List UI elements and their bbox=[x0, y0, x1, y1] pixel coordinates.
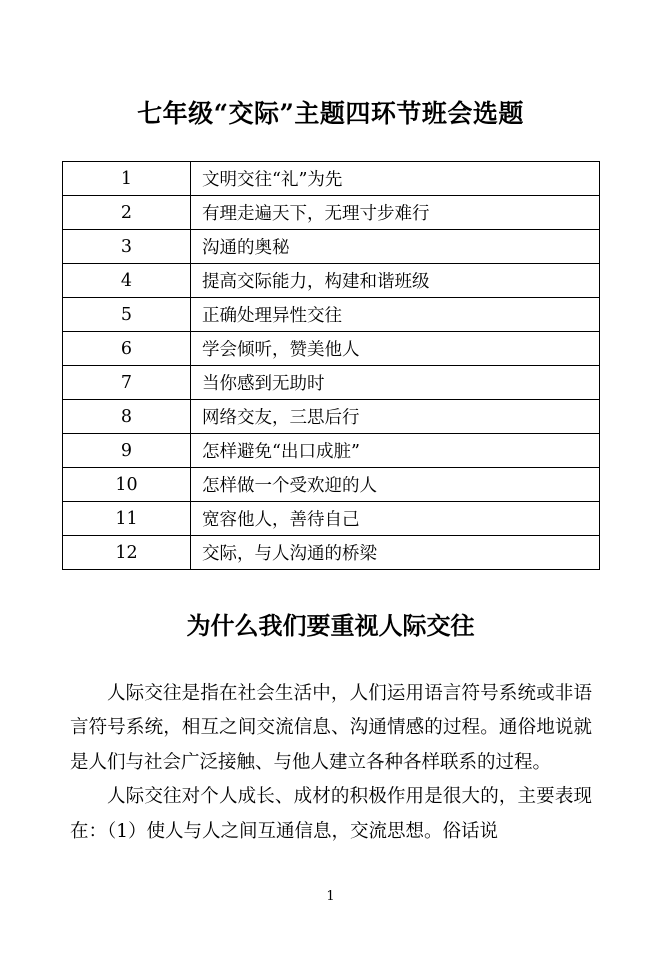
topic-text: 文明交往“礼”为先 bbox=[191, 162, 600, 196]
topic-text: 正确处理异性交往 bbox=[191, 298, 600, 332]
topic-text: 学会倾听，赞美他人 bbox=[191, 332, 600, 366]
topic-number: 7 bbox=[63, 366, 191, 400]
table-row bbox=[63, 162, 600, 196]
table-row bbox=[63, 332, 600, 366]
table-row bbox=[63, 434, 600, 468]
topic-number: 12 bbox=[63, 536, 191, 570]
topic-number: 1 bbox=[63, 162, 191, 196]
topic-text: 沟通的奥秘 bbox=[191, 230, 600, 264]
topic-number: 5 bbox=[63, 298, 191, 332]
page-number: 1 bbox=[326, 889, 335, 904]
topic-text: 当你感到无助时 bbox=[191, 366, 600, 400]
topic-text: 怎样做一个受欢迎的人 bbox=[191, 468, 600, 502]
topic-text: 怎样避免“出口成脏” bbox=[191, 434, 600, 468]
table-row bbox=[63, 366, 600, 400]
topic-number: 3 bbox=[63, 230, 191, 264]
page-title: 七年级“交际”主题四环节班会选题 bbox=[137, 99, 524, 128]
topic-number: 9 bbox=[63, 434, 191, 468]
paragraph: 人际交往对个人成长、成材的积极作用是很大的，主要表现在：（1）使人与人之间互通信息，交流思想。俗话说 bbox=[70, 786, 592, 842]
table-row bbox=[63, 196, 600, 230]
topic-text: 交际，与人沟通的桥梁 bbox=[191, 536, 600, 570]
table-row bbox=[63, 400, 600, 434]
topic-number: 2 bbox=[63, 196, 191, 230]
topic-number: 8 bbox=[63, 400, 191, 434]
topic-text: 网络交友，三思后行 bbox=[191, 400, 600, 434]
paragraph: 人际交往是指在社会生活中，人们运用语言符号系统或非语言符号系统，相互之间交流信息、沟通情感的过程。通俗地说就是人们与社会广泛接触、与他人建立各种各样联系的过程。 bbox=[70, 683, 592, 773]
table-row bbox=[63, 536, 600, 570]
table-row bbox=[63, 264, 600, 298]
table-row bbox=[63, 298, 600, 332]
section-title: 为什么我们要重视人际交往 bbox=[186, 611, 475, 640]
topic-text: 提高交际能力，构建和谐班级 bbox=[191, 264, 600, 298]
topic-number: 4 bbox=[63, 264, 191, 298]
table-row bbox=[63, 468, 600, 502]
table-row bbox=[63, 230, 600, 264]
topic-number: 6 bbox=[63, 332, 191, 366]
topic-text: 宽容他人，善待自己 bbox=[191, 502, 600, 536]
topic-number: 10 bbox=[63, 468, 191, 502]
topic-number: 11 bbox=[63, 502, 191, 536]
topic-text: 有理走遍天下，无理寸步难行 bbox=[191, 196, 600, 230]
table-row bbox=[63, 502, 600, 536]
topics-table bbox=[62, 161, 600, 570]
body-text bbox=[70, 677, 592, 849]
